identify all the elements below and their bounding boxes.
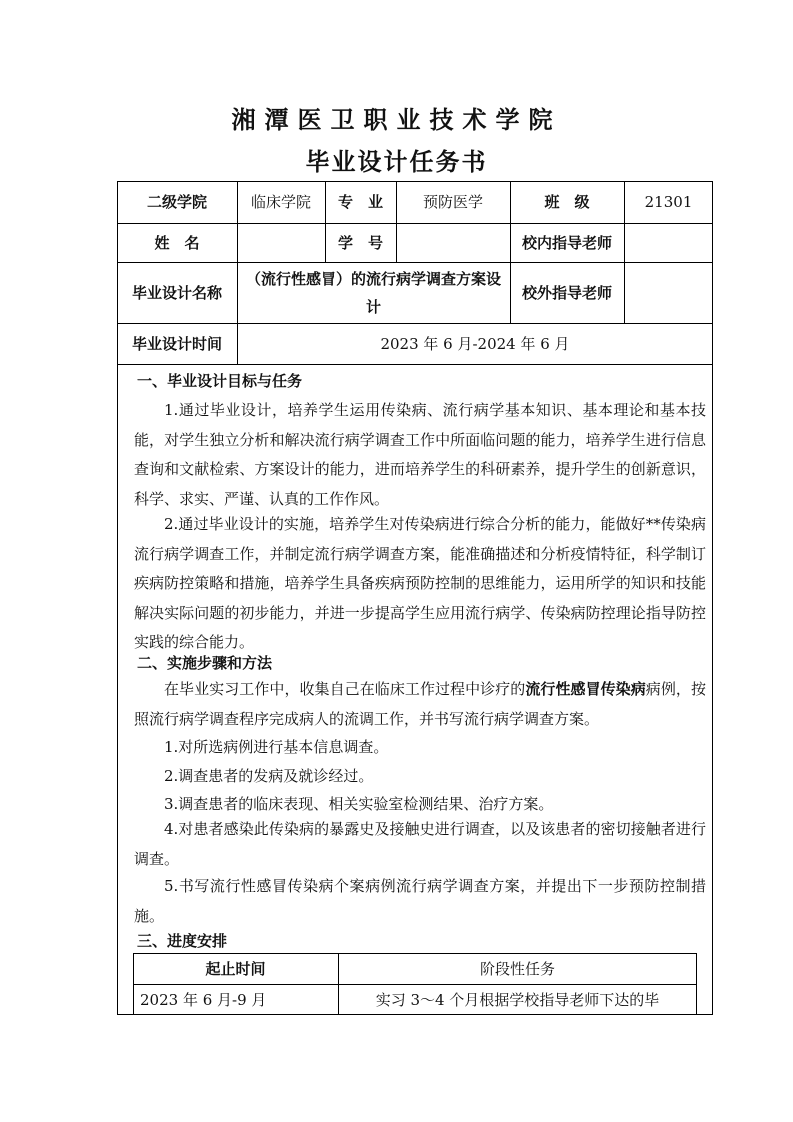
section-2-title: 二、实施步骤和方法: [137, 654, 273, 672]
schedule-header-task: 阶段性任务: [479, 959, 555, 978]
intro-disease: 流行性感冒传染病: [525, 680, 646, 698]
schedule-row-task: 实习 3～4 个月根据学校指导老师下达的毕: [375, 991, 660, 1009]
school-name: 湘潭医卫职业技术学院: [231, 106, 562, 134]
topic-value: （流行性感冒）的流行病学调查方案设计: [245, 269, 501, 316]
topic-label: 毕业设计名称: [131, 283, 222, 302]
schedule-row-time: 2023 年 6 月-9 月: [140, 991, 267, 1009]
section-2-intro: [134, 675, 706, 734]
schedule-header-time: 起止时间: [205, 959, 266, 978]
step-5: 5.书写流行性感冒传染病个案病例流行病学调查方案，并提出下一步预防控制措施。: [134, 877, 706, 925]
outer-advisor-label: 校外指导老师: [521, 283, 612, 302]
section-1-paragraph-1: 1.通过毕业设计，培养学生运用传染病、流行病学基本知识、基本理论和基本技能，对学生独立分析和解决流行病学调查工作中所面临问题的能力，培养学生进行信息查询和文献检索、方案设计的能力，进而培养学生的科研素养，提升学生的创新意识，科学、求实、严谨、认真的工作作风。: [134, 401, 706, 508]
college-label: 二级学院: [146, 193, 207, 211]
class-label: 班 级: [544, 193, 590, 211]
student-id-value: [396, 223, 510, 262]
major-label: 专 业: [337, 193, 383, 211]
student-name-label: 姓 名: [154, 233, 200, 252]
outer-advisor-value: [624, 262, 713, 323]
step-3: 3.调查患者的临床表现、相关实验室检测结果、治疗方案。: [164, 795, 554, 813]
student-id-label: 学 号: [337, 233, 383, 252]
student-name-value: [237, 223, 325, 262]
section-1-paragraph-2: 2.通过毕业设计的实施，培养学生对传染病进行综合分析的能力，能做好**传染病流行病学调查工作，并制定流行病学调查方案，能准确描述和分析疫情特征，科学制订疾病防控策略和措施，培养学生具备疾病预防控制的思维能力，运用所学的知识和技能解决实际问题的初步能力，并进一步提高学生应用流行病学、传染病防控理论指导防控实践的综合能力。: [134, 515, 706, 651]
time-label: 毕业设计时间: [131, 334, 222, 353]
intro-text: 在毕业实习工作中，收集自己在临床工作过程中诊疗的: [164, 680, 526, 698]
step-1: 1.对所选病例进行基本信息调查。: [164, 738, 389, 756]
major-value: 预防医学: [422, 193, 483, 211]
step-2: 2.调查患者的发病及就诊经过。: [164, 767, 374, 785]
section-1-title: 一、毕业设计目标与任务: [137, 372, 303, 390]
section-3-title: 三、进度安排: [137, 932, 228, 950]
intro-text: 病例，按照流行病学调查程序完成病人的流调工作，并书写流行病学调查方案。: [134, 680, 706, 728]
inner-advisor-value: [624, 223, 713, 262]
college-value: 临床学院: [250, 193, 311, 211]
class-value: 21301: [644, 193, 693, 211]
rule: [117, 364, 713, 365]
document-title: 毕业设计任务书: [305, 148, 488, 176]
step-4: 4.对患者感染此传染病的暴露史及接触史进行调查，以及该患者的密切接触者进行调查。: [134, 820, 706, 868]
time-value: 2023 年 6 月-2024 年 6 月: [380, 334, 570, 353]
inner-advisor-label: 校内指导老师: [521, 233, 612, 252]
